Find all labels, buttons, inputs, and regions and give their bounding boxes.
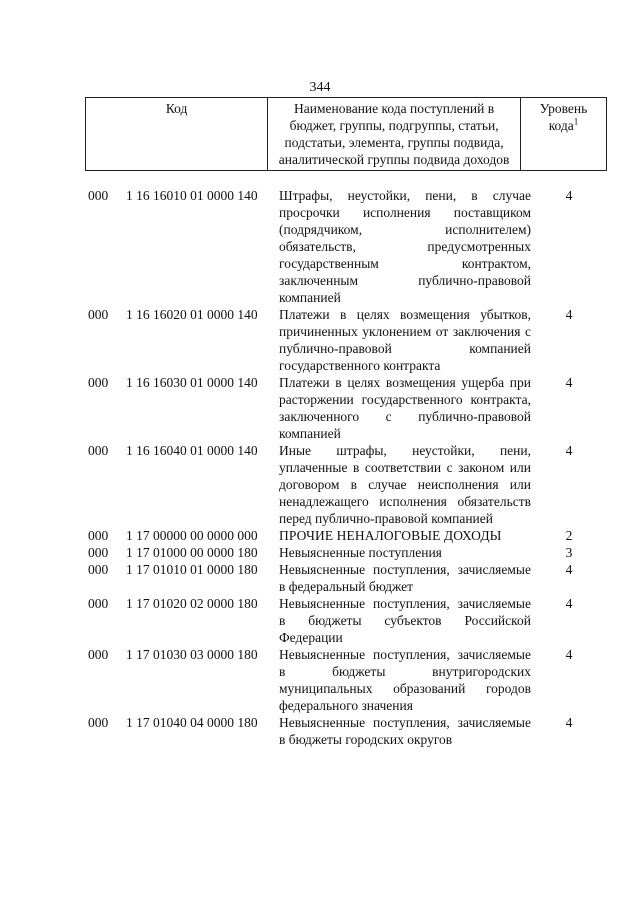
budget-code: 1 16 16030 01 0000 140 <box>126 375 258 390</box>
budget-code: 1 17 01000 00 0000 180 <box>126 545 258 560</box>
admin-code: 000 <box>88 715 109 730</box>
revenue-name: Невыясненные поступления, зачисляемые в федеральный бюджет <box>279 562 531 594</box>
table-row <box>88 442 608 527</box>
header-code <box>86 98 268 171</box>
header-level <box>520 98 606 171</box>
admin-code: 000 <box>88 443 109 458</box>
table-row <box>88 544 608 561</box>
revenue-name: Невыясненные поступления, зачисляемые в бюджеты внутригородских муниципальных образований городов федерального значения <box>279 647 531 713</box>
admin-code: 000 <box>88 647 109 662</box>
footnote-marker: 1 <box>573 116 579 127</box>
budget-code: 1 16 16010 01 0000 140 <box>126 188 258 203</box>
header-name-label: Наименование кода поступлений в бюджет, группы, подгруппы, статьи, подстатьи, элемента, группы подвида, аналитической группы подвида доходов <box>278 101 510 167</box>
admin-code: 000 <box>88 375 109 390</box>
admin-code: 000 <box>88 596 109 611</box>
revenue-name: Невыясненные поступления <box>279 545 442 560</box>
budget-code: 1 16 16040 01 0000 140 <box>126 443 258 458</box>
code-level: 4 <box>565 596 573 611</box>
table-row <box>88 187 608 306</box>
budget-code: 1 17 01020 02 0000 180 <box>126 596 258 611</box>
revenue-name: Платежи в целях возмещения убытков, причиненных уклонением от заключения с публично-правовой компанией государственного контракта <box>279 307 531 373</box>
table-row <box>88 527 608 544</box>
revenue-name: Невыясненные поступления, зачисляемые в бюджеты городских округов <box>279 715 531 747</box>
code-level: 4 <box>565 375 573 390</box>
admin-code: 000 <box>88 528 109 543</box>
header-level-label: Уровень кода <box>539 101 588 133</box>
budget-code: 1 17 01010 01 0000 180 <box>126 562 258 577</box>
revenue-name: Невыясненные поступления, зачисляемые в бюджеты субъектов Российской Федерации <box>279 596 531 645</box>
revenue-name: Штрафы, неустойки, пени, в случае просрочки исполнения поставщиком (подрядчиком, исполнителем) обязательств, предусмотренных государственным контрактом, заключенным публично-правовой компанией <box>279 188 531 305</box>
revenue-name: ПРОЧИЕ НЕНАЛОГОВЫЕ ДОХОДЫ <box>279 528 502 543</box>
code-level: 4 <box>565 443 573 458</box>
table-row <box>88 374 608 442</box>
code-level: 4 <box>565 647 573 662</box>
revenue-name: Иные штрафы, неустойки, пени, уплаченные в соответствии с законом или договором в случае неисполнения или ненадлежащего исполнения обязательств перед публично-правовой компанией <box>279 443 531 526</box>
header-code-label: Код <box>165 101 188 116</box>
table-header <box>85 97 607 171</box>
admin-code: 000 <box>88 188 109 203</box>
table-row <box>88 714 608 748</box>
budget-code: 1 17 00000 00 0000 000 <box>126 528 258 543</box>
revenue-name: Платежи в целях возмещения ущерба при расторжении государственного контракта, заключенного с публично-правовой компанией <box>279 375 531 441</box>
table-row <box>88 306 608 374</box>
code-level: 4 <box>565 307 573 322</box>
admin-code: 000 <box>88 307 109 322</box>
table-row <box>88 561 608 595</box>
code-level: 2 <box>565 528 573 543</box>
table-body <box>88 187 608 748</box>
admin-code: 000 <box>88 545 109 560</box>
code-level: 4 <box>565 188 573 203</box>
code-level: 3 <box>565 545 573 560</box>
budget-code: 1 17 01040 04 0000 180 <box>126 715 258 730</box>
budget-code: 1 17 01030 03 0000 180 <box>126 647 258 662</box>
table-row <box>88 595 608 646</box>
code-level: 4 <box>565 715 573 730</box>
header-name <box>268 98 521 171</box>
table-row <box>88 646 608 714</box>
page-number: 344 <box>309 80 331 95</box>
admin-code: 000 <box>88 562 109 577</box>
code-level: 4 <box>565 562 573 577</box>
budget-code: 1 16 16020 01 0000 140 <box>126 307 258 322</box>
